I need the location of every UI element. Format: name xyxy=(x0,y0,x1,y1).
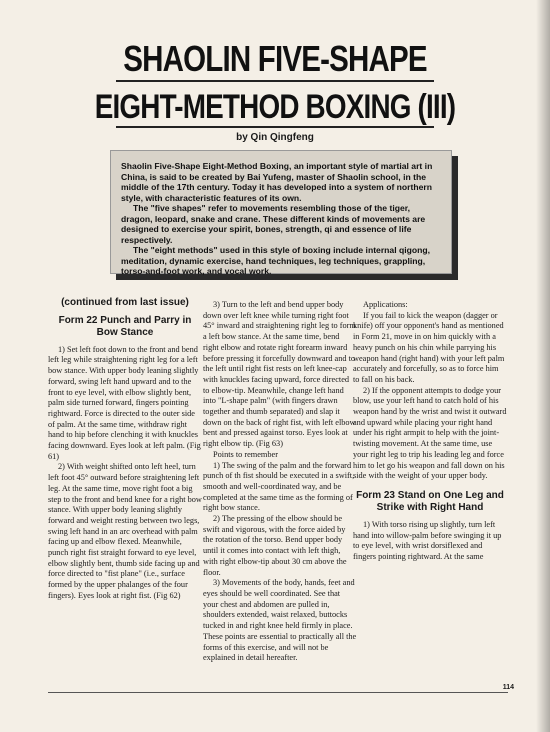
article-title-line-1: SHAOLIN FIVE-SHAPE xyxy=(123,38,427,79)
title-rule-top xyxy=(116,80,434,82)
page-edge-shadow xyxy=(536,0,550,732)
points-item-2: 2) The pressing of the elbow should be swift and vigorous, with the force aided by the rotation of the torso. Bend upper body until it comes into contact with left thigh, with right elbow-tip about 30 cm above the floor. xyxy=(203,514,347,577)
title-rule-bottom xyxy=(116,126,434,128)
continued-note: (continued from last issue) xyxy=(61,297,189,308)
points-item-3: 3) Movements of the body, hands, feet and eyes should be well coordinated. See that your chest and abdomen are pulled in, shoulders extended, waist relaxed, buttocks tucked in and right knee held firmly in place. These points are essential to practically all the forms of this exercise, and will not be explained in detail hereafter. xyxy=(203,578,357,663)
footer-rule xyxy=(48,692,508,693)
applications-item-1: If you fail to kick the weapon (dagger or knife) off your opponent's hand as mentioned in Form 21, move in on him quickly with a heavy punch on his chin while parrying his weapon hand (right hand) with your left palm accurately and forcefully, so as to force him to fall on his back. xyxy=(353,310,505,384)
applications-heading: Applications: xyxy=(363,300,408,309)
form-22-heading: Form 22 Punch and Parry in Bow Stance xyxy=(58,314,192,338)
applications-item-2: 2) If the opponent attempts to dodge your blow, use your left hand to catch hold of his weapon hand by the wrist and twist it outward and upward while placing your right hand under his right armpit to help with the joint-twisting movement. At the same time, use your right leg to trip his leading leg and force him to let go his weapon and fall down on his side with the weight of your upper body. xyxy=(353,385,507,481)
points-heading: Points to remember xyxy=(213,449,278,459)
form-22-step-1: 1) Set left foot down to the front and bend left leg while straightening right leg for a left bow stance. With upper body leaning slightly forward, swing left hand upward and to the front to eye level, with elbow slightly bent, palm side turned forward, fingers pointing rightward. Force is directed to the outer side of palm. At the same time, withdraw right hand to hip before clenching it with knuckles facing downward. Eyes look at left palm. (Fig 61) xyxy=(48,344,201,461)
intro-paragraph: The "eight methods" used in this style of boxing include internal qigong, meditation, dynamic exercise, hand techniques, leg techniques, grappling, torso-and-foot work, and vocal work. xyxy=(121,245,431,276)
column-3 xyxy=(353,300,507,563)
intro-box xyxy=(110,150,452,274)
intro-paragraph: The "five shapes" refer to movements resembling those of the tiger, dragon, leopard, snake and crane. These different kinds of movements are designed to exercise your spirit, bones, strength, qi and essence of life respectively. xyxy=(121,203,426,245)
column-2 xyxy=(203,300,357,664)
form-22-step-3: 3) Turn to the left and bend upper body down over left knee while turning right foot 45° inward and straightening right leg to form a left bow stance. At the same time, bend right elbow and rotate right forearm inward before pressing it forcefully downward and to the left until right fist rests on left knee-cap with knuckles facing upward, force directed to elbow-tip. Meanwhile, change left hand into "L-shape palm" (with fingers drawn together and thumb separated) and slap it down on the back of right fist, with left elbow bent and pressed against torso. Eyes look at right elbow tip. (Fig 63) xyxy=(203,300,356,449)
column-1 xyxy=(48,298,202,602)
form-23-heading: Form 23 Stand on One Leg and Strike with Right Hand xyxy=(356,489,504,513)
form-22-step-2: 2) With weight shifted onto left heel, turn left foot 45° outward before straightening left leg. At the same time, move right foot a big step to the front and bend knee for a right bow stance. With upper body leaning slightly forward and weight resting between two legs, swing left hand in an arc overhead with palm facing up and elbow flexed. Meanwhile, punch right fist straight forward to eye level, elbow slightly bent, thumb side facing up and force directed to "fist plane" (i.e., surface formed by the upper phalanges of the four fingers). Eyes look at right fist. (Fig 62) xyxy=(48,462,202,600)
intro-paragraph: Shaolin Five-Shape Eight-Method Boxing, an important style of martial art in China, is said to be created by Bai Yufeng, master of Shaolin school, in the middle of the 17th century. Today it has developed into a system of northern style, with characteristic features of its own. xyxy=(121,161,433,203)
form-23-step-1: 1) With torso rising up slightly, turn left hand into willow-palm before swinging it up to eye level, with wrist dorsiflexed and fingers pointing rightward. At the same xyxy=(353,519,502,562)
page-number: 114 xyxy=(502,684,514,691)
article-title-line-2: EIGHT-METHOD BOXING (III) xyxy=(94,88,456,126)
byline: by Qin Qingfeng xyxy=(236,132,314,143)
points-item-1: 1) The swing of the palm and the forward punch of th fist should be executed in a swift, smooth and well-coordinated way, and be completed at the same time as the forming of right bow stance. xyxy=(203,460,355,513)
